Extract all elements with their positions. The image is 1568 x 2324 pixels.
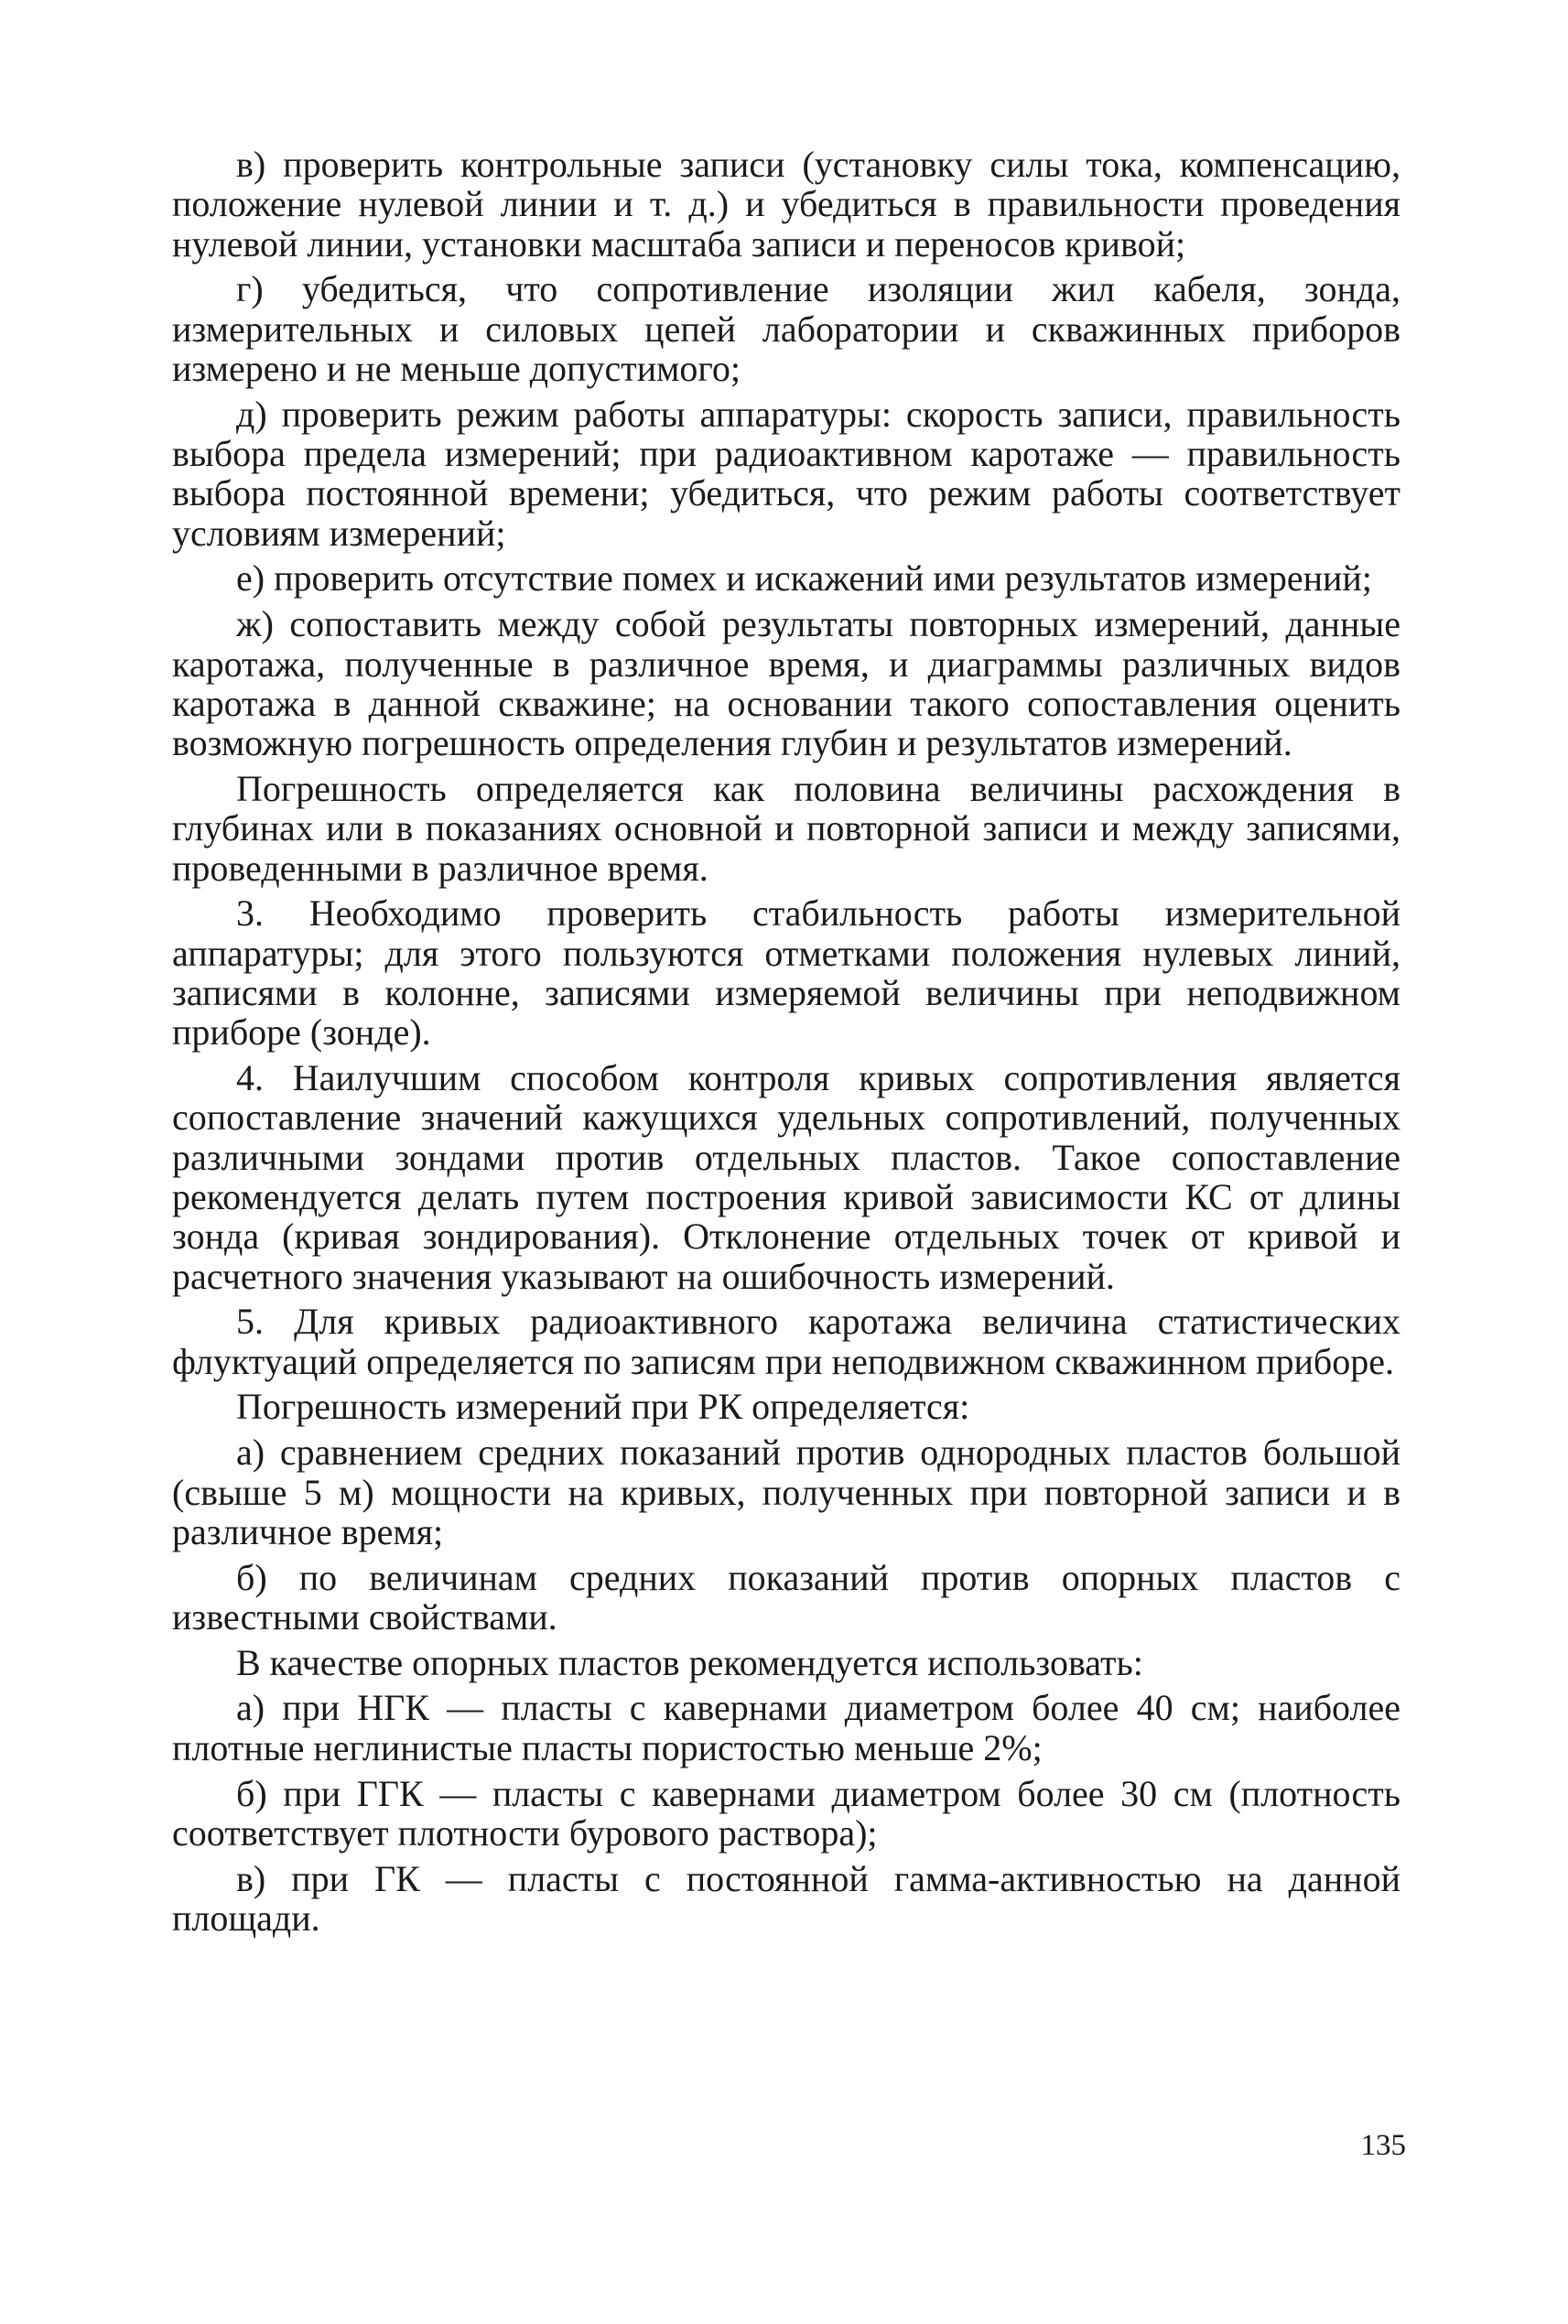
paragraph-item-v: в) проверить контрольные записи (установку силы тока, компенсацию, положение нулевой линии и т. д.) и убедиться в правильности проведения нулевой линии, установки масштаба записи и переносов кривой;	[172, 144, 1400, 265]
paragraph-item-g: г) убедиться, что сопротивление изоляции жил кабеля, зонда, измерительных и силовых цепей лаборатории и скважинных приборов измерено и не меньше допустимого;	[172, 268, 1400, 389]
page-number: 135	[1360, 2129, 1406, 2162]
paragraph-item-d: д) проверить режим работы аппаратуры: скорость записи, правильность выбора предела измерений; при радиоактивном каротаже — правильность выбора постоянной времени; убедиться, что режим работы соответствует условиям измерений;	[172, 393, 1400, 554]
body-text	[172, 145, 1400, 1944]
paragraph-point-5: 5. Для кривых радиоактивного каротажа величина статистических флуктуаций определяется по записям при неподвижном скважинном приборе.	[172, 1301, 1400, 1382]
paragraph-item-zh: ж) сопоставить между собой результаты повторных измерений, данные каротажа, полученные в различное время, и диаграммы различных видов каротажа в данной скважине; на основании такого сопоставления оценить возможную погрешность определения глубин и результатов измерений.	[172, 603, 1400, 764]
paragraph-point-4: 4. Наилучшим способом контроля кривых сопротивления является сопоставление значений кажущихся удельных сопротивлений, полученных различными зондами против отдельных пластов. Такое сопоставление рекомендуется делать путем построения кривой зависимости КС от длины зонда (кривая зондирования). Отклонение отдельных точек от кривой и расчетного значения указывают на ошибочность измерений.	[172, 1057, 1400, 1297]
paragraph-ref-v: в) при ГК — пласты с постоянной гамма-активностью на данной площади.	[172, 1857, 1400, 1939]
paragraph-ref-a: а) при НГК — пласты с кавернами диаметром более 40 см; наиболее плотные неглинистые пласты пористостью меньше 2%;	[172, 1687, 1400, 1768]
paragraph-ref-b: б) при ГГК — пласты с кавернами диаметром более 30 см (плотность соответствует плотности бурового раствора);	[172, 1772, 1400, 1854]
paragraph-item-e: е) проверить отсутствие помех и искажений ими результатов измерений;	[236, 557, 1372, 600]
paragraph-rk-a: а) сравнением средних показаний против однородных пластов большой (свыше 5 м) мощности на кривых, полученных при повторной записи и в различное время;	[172, 1432, 1400, 1552]
paragraph-rk-error: Погрешность измерений при РК определяется:	[236, 1386, 970, 1428]
paragraph-point-3: 3. Необходимо проверить стабильность работы измерительной аппаратуры; для этого пользуются отметками положения нулевых линий, записями в колонне, записями измеряемой величины при неподвижном приборе (зонде).	[172, 892, 1400, 1054]
paragraph-reference-layers: В качестве опорных пластов рекомендуется использовать:	[236, 1641, 1143, 1683]
paragraph-rk-b: б) по величинам средних показаний против опорных пластов с известными свойствами.	[172, 1556, 1400, 1638]
paragraph-error-definition: Погрешность определяется как половина величины расхождения в глубинах или в показаниях основной и повторной записи и между записями, проведенными в различное время.	[172, 767, 1400, 889]
